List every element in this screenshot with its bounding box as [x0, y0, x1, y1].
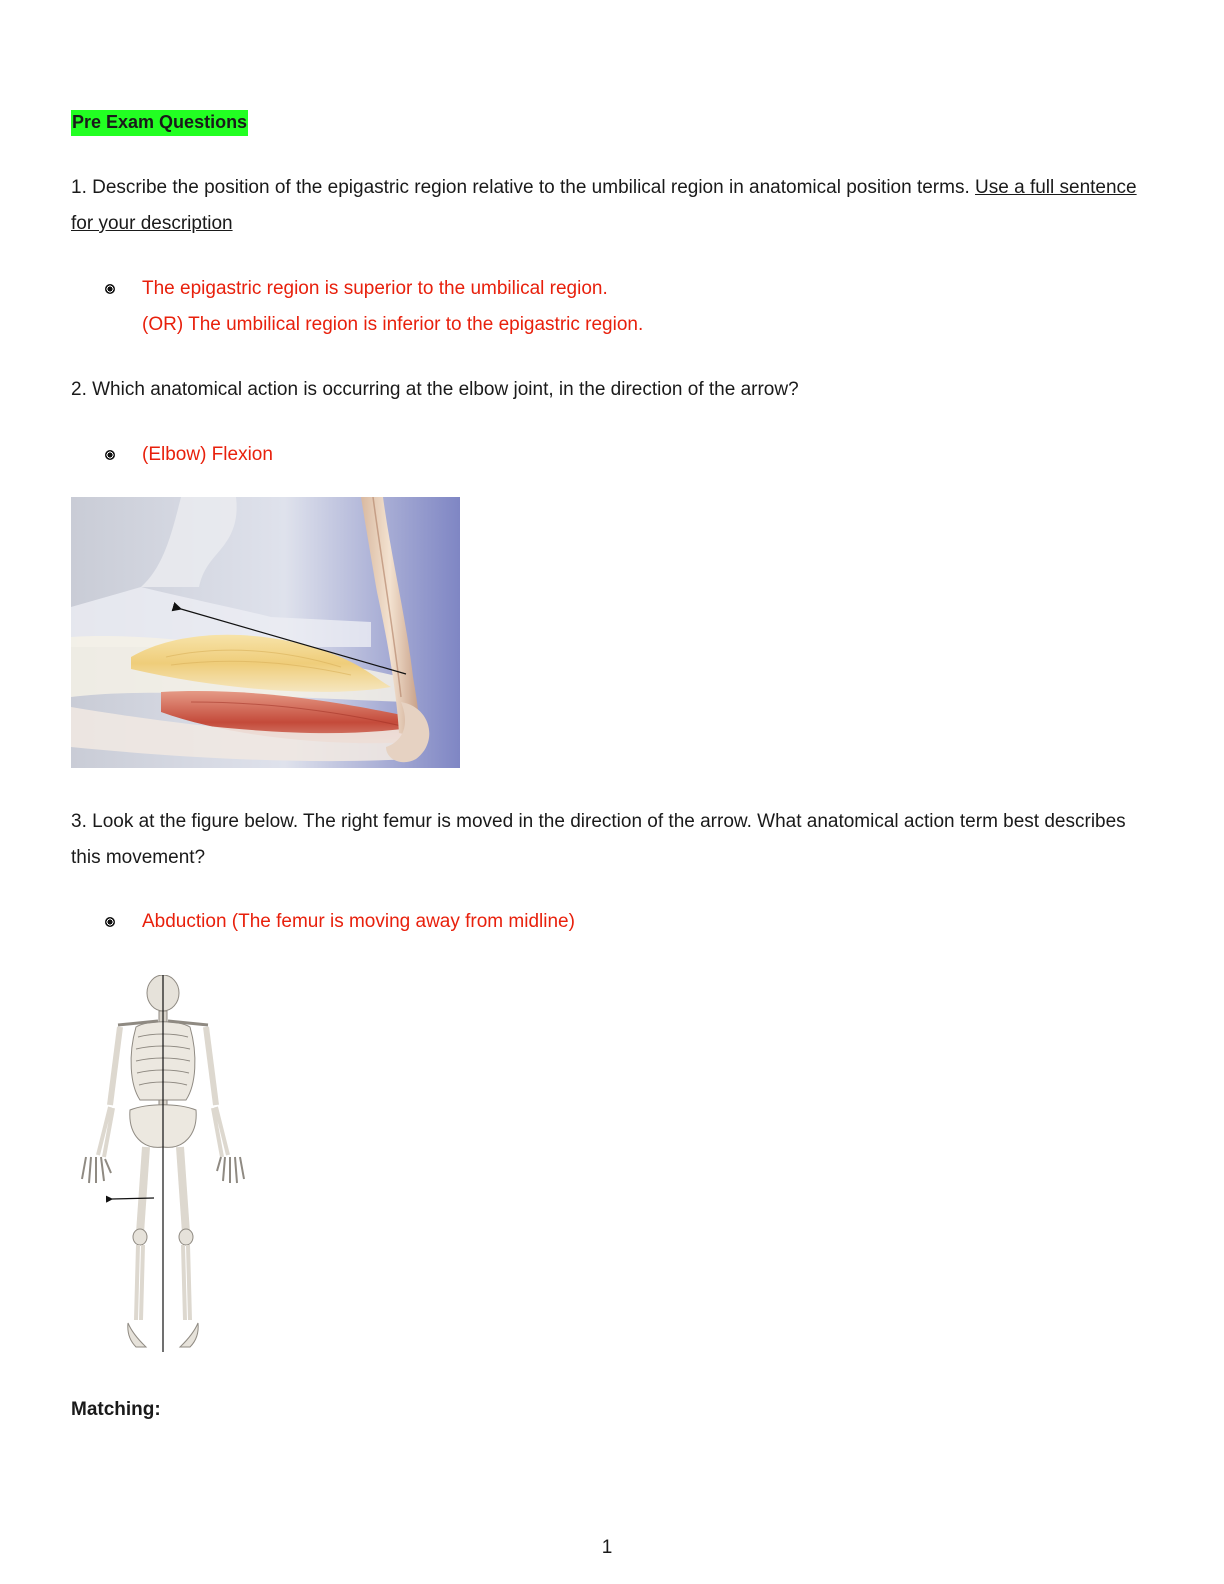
elbow-illustration — [71, 497, 460, 768]
answer-1-line-1: The epigastric region is superior to the umbilical region. — [142, 278, 608, 299]
question-3: 3. Look at the figure below. The right femur is moved in the direction of the arrow. What anatomical action term best describes this movement? — [71, 811, 1126, 868]
question-2: 2. Which anatomical action is occurring at the elbow joint, in the direction of the arrow? — [71, 379, 799, 400]
answer-1-line-2: (OR) The umbilical region is inferior to the epigastric region. — [142, 314, 644, 335]
question-1 — [71, 170, 1151, 242]
bullet-icon — [105, 917, 115, 927]
answer-2: (Elbow) Flexion — [142, 444, 273, 465]
question-1-emphasis: Use a full sentence for your description — [71, 177, 1137, 234]
elbow-flexion-figure — [71, 497, 460, 768]
question-1-text: 1. Describe the position of the epigastric region relative to the umbilical region in anatomical position terms. — [71, 177, 976, 198]
matching-heading: Matching: — [71, 1399, 161, 1420]
page-title: Pre Exam Questions — [71, 110, 248, 136]
answer-3: Abduction (The femur is moving away from midline) — [142, 911, 575, 932]
bullet-icon — [105, 450, 115, 460]
skeleton-illustration — [78, 975, 248, 1352]
bullet-icon — [105, 284, 115, 294]
page-number: 1 — [601, 1537, 613, 1558]
skeleton-abduction-figure — [78, 975, 248, 1352]
